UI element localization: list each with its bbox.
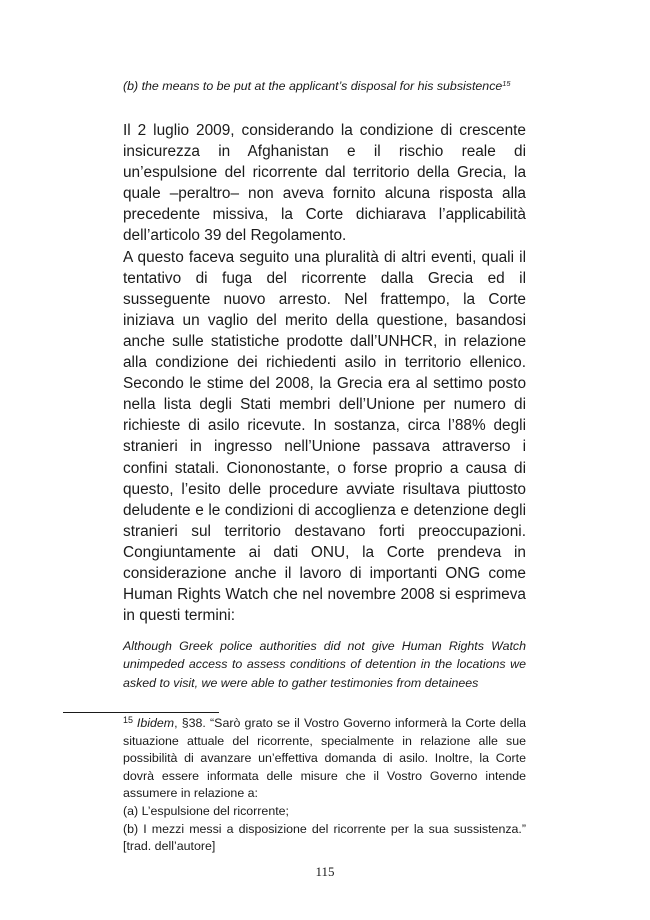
footnote-reference[interactable]: 15 — [502, 78, 511, 88]
block-quote-top-text: (b) the means to be put at the applicant’s disposal for his subsistence — [123, 79, 503, 93]
footnote-item-b: (b) I mezzi messi a disposizione del ricorrente per la sua sussistenza.” [trad. dell’autore] — [123, 821, 526, 854]
paragraph: Il 2 luglio 2009, considerando la condizione di crescente insicurezza in Afghanistan e il rischio reale di un’espulsione del ricorrente dal territorio della Grecia, la quale –peraltro– non aveva fornito alcuna risposta alla precedente missiva, la Corte dichiarava l’applicabilità dell’articolo 39 del Regolamento. — [123, 122, 526, 245]
page-number: 115 — [315, 864, 335, 879]
footnote-separator — [63, 712, 219, 713]
paragraph: A questo faceva seguito una pluralità di altri eventi, quali il tentativo di fuga del ricorrente dalla Grecia ed il susseguente nuovo arresto. Nel frattempo, la Corte iniziava un vaglio del merito della questione, basandosi anche sulle statistiche prodotte dall’UNHCR, in relazione alla condizione dei richiedenti asilo in territorio ellenico. Secondo le stime del 2008, la Grecia era al settimo posto nella lista degli Stati membri dell’Unione per numero di richieste di asilo ricevute. In sostanza, circa l’88% degli stranieri in ingresso nell’Unione passava attraverso i confini statali. Ciononostante, o forse proprio a causa di questo, l’esito delle procedure avviate risultava piuttosto deludente e le condizioni di accoglienza e detenzione degli stranieri sul territorio destavano forti preoccupazioni. Congiuntamente ai dati ONU, la Corte prendeva in considerazione anche il lavoro di importanti ONG come Human Rights Watch che nel novembre 2008 si esprimeva in questi termini: — [123, 248, 526, 625]
block-quote-bottom: Although Greek police authorities did not give Human Rights Watch unimpeded access to assess conditions of detention in the locations we asked to visit, we were able to gather testimonies from detainees — [123, 639, 526, 690]
footnote-text: , §38. “Sarò grato se il Vostro Governo informerà la Corte della situazione attuale del ricorrente, specialmente in relazione alle sue possibilità di avanzare un’effettiva domanda di asilo. Inoltre, la Corte dovrà essere informata delle misure che il Vostro Governo intende assumere in relazione a: — [123, 716, 526, 801]
body-text — [123, 120, 526, 626]
block-quote-top — [123, 77, 526, 95]
footnote-item-a: (a) L’espulsione del ricorrente; — [123, 803, 289, 818]
footnote — [123, 715, 526, 856]
footnote-ibidem: Ibidem — [136, 716, 175, 730]
footnote-body — [123, 715, 526, 803]
footnote-number: 15 — [123, 714, 133, 725]
